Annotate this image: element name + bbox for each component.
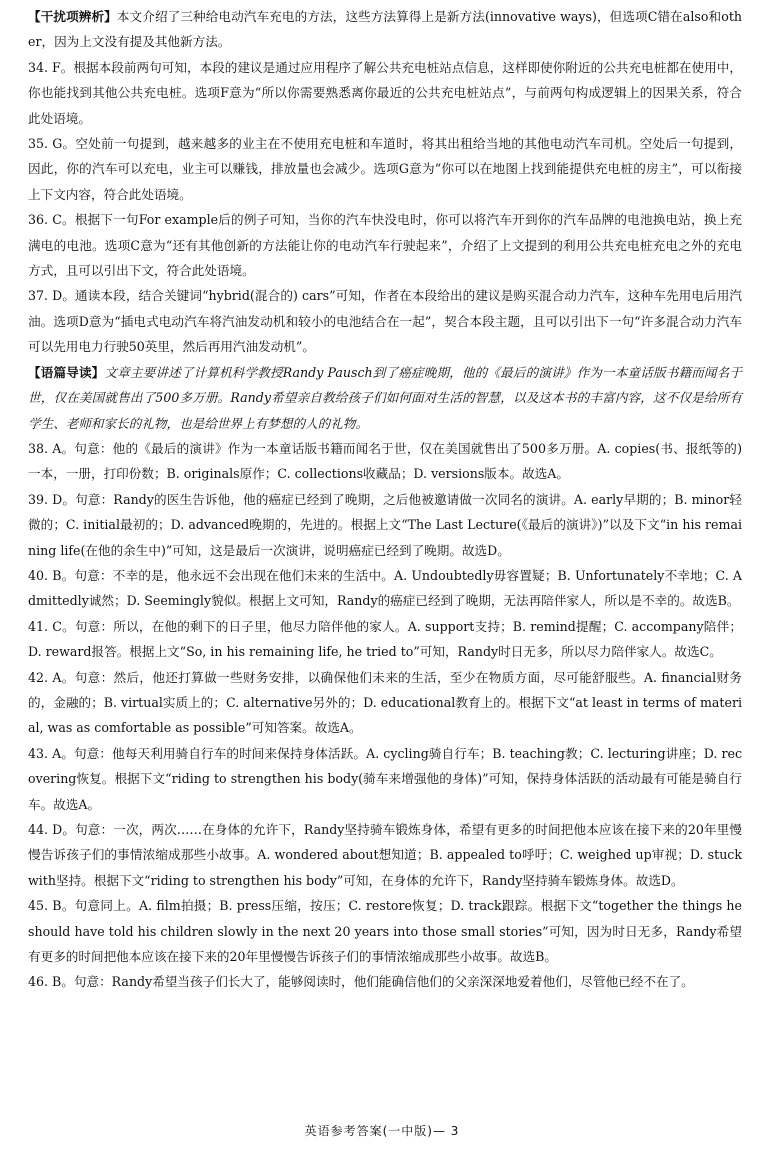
answer-explanation [28,283,742,359]
explanation-text: 36. C。根据下一句For example后的例子可知，当你的汽车快没电时，你可以将汽车开到你的汽车品牌的电池换电站，换上充满电的电池。选项C意为“还有其他创新的方法能让你的电动汽车行驶起来”，介绍了上文提到的利用公共充电桩充电之外的充电方式，且可以引出下文，符合此处语境。 [28,212,742,279]
section-heading: 【语篇导读】 [28,364,105,380]
page-footer: 英语参考答案(一中版)— 3 [304,1124,460,1138]
explanation-text: 37. D。通读本段，结合关键词“hybrid(混合的) cars”可知，作者在本段给出的建议是购买混合动力汽车，这种车先用电后用汽油。选项D意为“插电式电动汽车将汽油发动机和较小的电池结合在一起”，契合本段主题，且可以引出下一句“许多混合动力汽车可以先用电力行驶50英里，然后再用汽油发动机”。 [28,288,742,355]
answer-explanation [28,817,742,893]
answer-explanation [28,741,742,817]
explanation-text: 43. A。句意：他每天利用骑自行车的时间来保持身体活跃。A. cycling骑自行车；B. teaching教；C. lecturing讲座；D. recovering恢复。根据下文“riding to strengthen his body(骑车来增强他的身体)”可知，保持身体活跃的活动最有可能是骑自行车。故选A。 [28,745,742,812]
answer-explanation [28,487,742,563]
answer-explanation [28,563,742,614]
explanation-text: 35. G。空处前一句提到，越来越多的业主在不使用充电桩和车道时，将其出租给当地的其他电动汽车司机。空处后一句提到，因此，你的汽车可以充电，业主可以赚钱，排放量也会减少。选项G意为“你可以在地图上找到能提供充电桩的房主”，可以衔接上下文内容，符合此处语境。 [28,136,742,202]
answer-explanation [28,969,742,994]
answer-explanation [28,893,742,969]
explanation-text: 文章主要讲述了计算机科学教授Randy Pausch到了癌症晚期，他的《最后的演讲》作为一本童话版书籍而闻名于世，仅在美国就售出了500多万册。Randy希望亲自教给孩子们如何面对生活的智慧，以及这本书的丰富内容，这不仅是给所有学生、老师和家长的礼物，也是给世界上有梦想的人的礼物。 [28,364,743,431]
explanation-text: 46. B。句意：Randy希望当孩子们长大了，能够阅读时，他们能确信他们的父亲深深地爱着他们，尽管他已经不在了。 [28,974,694,990]
answer-explanation [28,436,742,487]
answer-explanation [28,614,742,665]
section-heading: 【干扰项辨析】 [28,9,117,24]
explanation-text: 41. C。句意：所以，在他的剩下的日子里，他尽力陪伴他的家人。A. support支持；B. remind提醒；C. accompany陪伴；D. reward报答。根据上文“So, in his remaining life, he tried to”可知，Randy时日无多，所以尽力陪伴家人。故选C。 [28,618,742,660]
answer-explanation [28,131,742,207]
explanation-text: 40. B。句意：不幸的是，他永远不会出现在他们未来的生活中。A. Undoubtedly毋容置疑；B. Unfortunately不幸地；C. Admittedly诚然；D. Seemingly貌似。根据上文可知，Randy的癌症已经到了晚期，无法再陪伴家人，所以是不幸的。故选B。 [28,567,742,609]
section-note [28,4,742,55]
section-note [28,360,742,436]
explanation-text: 39. D。句意：Randy的医生告诉他，他的癌症已经到了晚期，之后他被邀请做一次同名的演讲。A. early早期的；B. minor轻微的；C. initial最初的；D. advanced晚期的，先进的。根据上文“The Last Lecture(《最后的演讲》)”以及下文“in his remaining life(在他的余生中)”可知，这是最后一次演讲，说明癌症已经到了晚期。故选D。 [28,491,742,558]
answer-explanation [28,665,742,741]
explanation-text: 45. B。句意同上。A. film拍摄；B. press压缩，按压；C. restore恢复；D. track跟踪。根据下文“together the things he should have told his children slowly in the next 20 years into those small stories”可知，因为时日无多，Randy希望有更多的时间把他本应该在接下来的20年里慢慢告诉孩子们的事情浓缩成那些小故事。故选B。 [28,898,742,965]
explanation-text: 本文介绍了三种给电动汽车充电的方法，这些方法算得上是新方法(innovative ways)，但选项C错在also和other，因为上文没有提及其他新方法。 [28,9,743,50]
explanation-text: 38. A。句意：他的《最后的演讲》作为一本童话版书籍而闻名于世，仅在美国就售出了500多万册。A. copies(书、报纸等的)一本，一册，打印份数；B. originals原作；C. collections收藏品；D. versions版本。故选A。 [28,440,742,482]
explanation-text: 42. A。句意：然后，他还打算做一些财务安排，以确保他们未来的生活，至少在物质方面，尽可能舒服些。A. financial财务的，金融的；B. virtual实质上的；C. alternative另外的；D. educational教育上的。根据下文“at least in terms of material, was as comfortable as possible”可知答案。故选A。 [28,669,742,736]
answer-explanation [28,207,742,283]
explanation-text: 34. F。根据本段前两句可知，本段的建议是通过应用程序了解公共充电桩站点信息，这样即使你附近的公共充电桩都在使用中，你也能找到其他公共充电桩。选项F意为“所以你需要熟悉离你最近的公共充电桩站点”，与前两句构成逻辑上的因果关系，符合此处语境。 [28,59,742,126]
answer-explanation [28,55,742,131]
explanation-text: 44. D。句意：一次，两次……在身体的允许下，Randy坚持骑车锻炼身体，希望有更多的时间把他本应该在接下来的20年里慢慢告诉孩子们的事情浓缩成那些小故事。A. wondered about想知道；B. appealed to呼吁；C. weighed up审视；D. stuck with坚持。根据下文“riding to strengthen his body”可知，在身体的允许下，Randy坚持骑车锻炼身体。故选D。 [28,822,742,888]
